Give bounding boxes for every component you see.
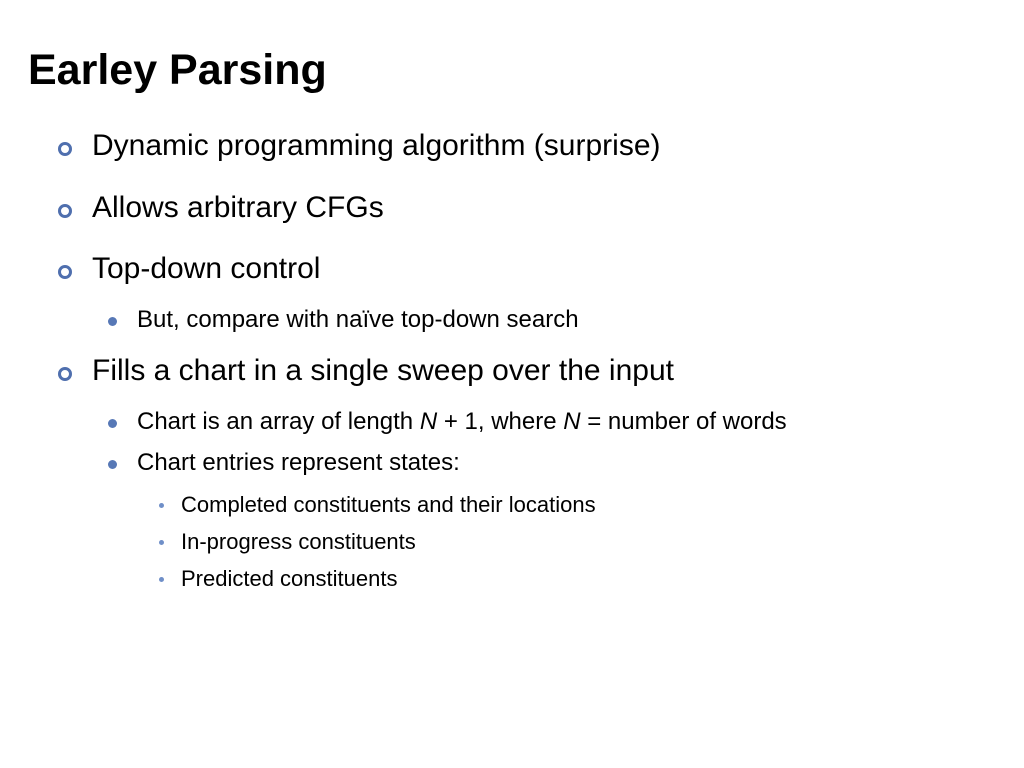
chart-array-suffix: = number of words bbox=[580, 408, 787, 435]
chart-array-middle: + 1, where bbox=[437, 408, 564, 435]
bullet-fills-chart: Fills a chart in a single sweep over the input bbox=[92, 354, 674, 387]
dot-bullet-icon bbox=[108, 460, 117, 469]
ring-bullet-icon bbox=[58, 265, 72, 279]
small-dot-bullet-icon bbox=[159, 577, 164, 582]
chart-array-prefix: Chart is an array of length bbox=[137, 408, 420, 435]
bullet-in-progress-constituents: In-progress constituents bbox=[181, 529, 416, 554]
ring-bullet-icon bbox=[58, 367, 72, 381]
small-dot-bullet-icon bbox=[159, 540, 164, 545]
bullet-chart-entries: Chart entries represent states: bbox=[137, 449, 460, 476]
bullet-completed-constituents: Completed constituents and their locations bbox=[181, 492, 596, 517]
bullet-arbitrary-cfgs: Allows arbitrary CFGs bbox=[92, 191, 384, 224]
dot-bullet-icon bbox=[108, 317, 117, 326]
variable-n: N bbox=[563, 408, 581, 435]
ring-bullet-icon bbox=[58, 142, 72, 156]
slide-title: Earley Parsing bbox=[28, 46, 327, 94]
bullet-top-down-control: Top-down control bbox=[92, 252, 321, 285]
ring-bullet-icon bbox=[58, 204, 72, 218]
bullet-predicted-constituents: Predicted constituents bbox=[181, 566, 398, 591]
bullet-dynamic-programming: Dynamic programming algorithm (surprise) bbox=[92, 129, 661, 162]
small-dot-bullet-icon bbox=[159, 503, 164, 508]
variable-n: N bbox=[419, 408, 438, 435]
bullet-chart-array bbox=[137, 407, 787, 437]
bullet-compare-naive: But, compare with naïve top-down search bbox=[137, 306, 579, 333]
dot-bullet-icon bbox=[108, 419, 117, 428]
